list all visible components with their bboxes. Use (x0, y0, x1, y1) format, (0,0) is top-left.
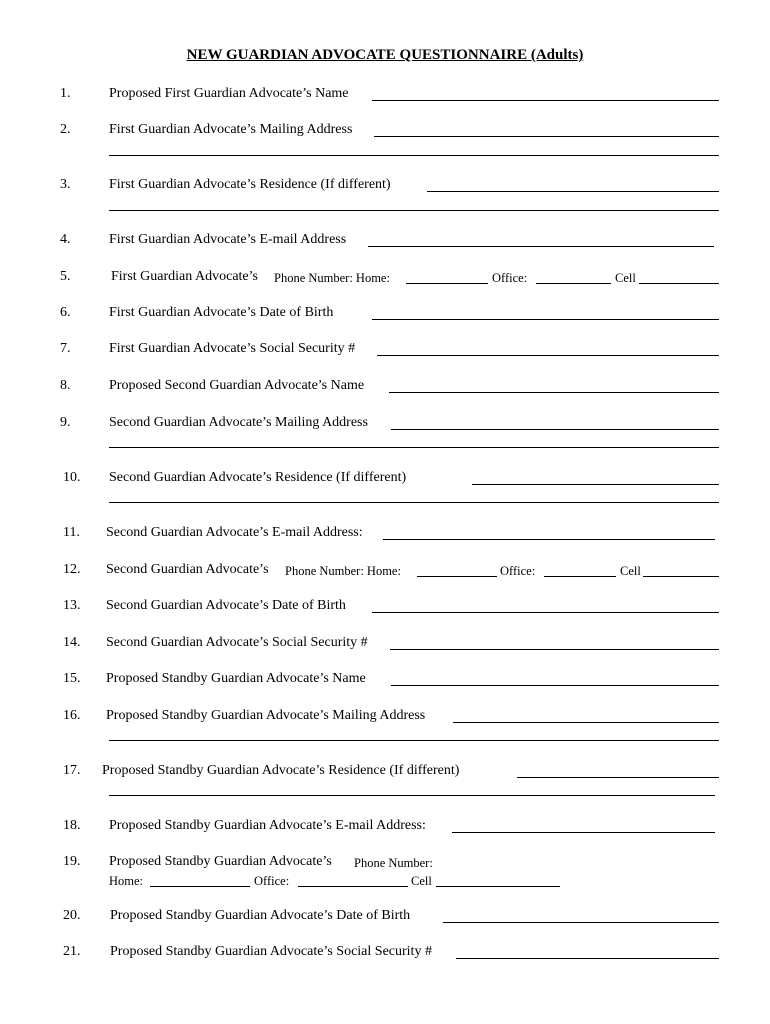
standby-advocate-email-field[interactable] (452, 832, 715, 833)
item-4-label: First Guardian Advocate’s E-mail Address (109, 232, 347, 247)
item-19-cell-label: Cell (411, 874, 432, 888)
item-12-cell-label: Cell (620, 564, 641, 578)
first-advocate-email-field[interactable] (368, 246, 714, 247)
item-2-label: First Guardian Advocate’s Mailing Address (109, 122, 353, 137)
item-21-label: Proposed Standby Guardian Advocate’s Social Security # (110, 944, 432, 959)
item-3-number: 3. (60, 177, 71, 192)
second-advocate-ssn-field[interactable] (390, 649, 719, 650)
item-5-number: 5. (60, 269, 71, 284)
standby-advocate-dob-field[interactable] (443, 922, 719, 923)
item-5-label: First Guardian Advocate’s (111, 269, 258, 284)
standby-advocate-residence-field-line2[interactable] (109, 795, 715, 796)
item-5-phone-label: Phone Number: Home: (274, 271, 390, 285)
second-advocate-residence-field-line2[interactable] (109, 502, 719, 503)
item-5-office-label: Office: (492, 271, 528, 285)
second-advocate-name-field[interactable] (389, 392, 719, 393)
standby-advocate-ssn-field[interactable] (456, 958, 719, 959)
item-11-label: Second Guardian Advocate’s E-mail Address: (106, 525, 363, 540)
item-1-number: 1. (60, 86, 71, 101)
first-advocate-address-field[interactable] (374, 136, 719, 137)
item-20-label: Proposed Standby Guardian Advocate’s Date of Birth (110, 908, 411, 923)
first-advocate-address-field-line2[interactable] (109, 155, 719, 156)
item-18-label: Proposed Standby Guardian Advocate’s E-mail Address: (109, 818, 426, 833)
item-17-number: 17. (63, 763, 81, 778)
item-19-home-label: Home: (109, 874, 144, 888)
item-8-number: 8. (60, 378, 71, 393)
item-8-label: Proposed Second Guardian Advocate’s Name (109, 378, 365, 393)
standby-advocate-cell-phone-field[interactable] (436, 886, 560, 887)
item-6-number: 6. (60, 305, 71, 320)
first-advocate-cell-phone-field[interactable] (639, 283, 719, 284)
second-advocate-address-field[interactable] (391, 429, 719, 430)
item-5-cell-label: Cell (615, 271, 636, 285)
item-7-label: First Guardian Advocate’s Social Security # (109, 341, 356, 356)
item-19-phone-label: Phone Number: (354, 856, 433, 870)
item-3-label: First Guardian Advocate’s Residence (If different) (109, 177, 391, 192)
second-advocate-cell-phone-field[interactable] (643, 576, 719, 577)
item-21-number: 21. (63, 944, 81, 959)
item-16-number: 16. (63, 708, 81, 723)
item-16-label: Proposed Standby Guardian Advocate’s Mailing Address (106, 708, 426, 723)
item-15-label: Proposed Standby Guardian Advocate’s Name (106, 671, 366, 686)
second-advocate-email-field[interactable] (383, 539, 715, 540)
second-advocate-address-field-line2[interactable] (109, 447, 719, 448)
item-1-label: Proposed First Guardian Advocate’s Name (109, 86, 349, 101)
item-12-office-label: Office: (500, 564, 536, 578)
first-advocate-dob-field[interactable] (372, 319, 719, 320)
item-7-number: 7. (60, 341, 71, 356)
item-12-number: 12. (63, 562, 81, 577)
item-15-number: 15. (63, 671, 81, 686)
item-11-number: 11. (63, 525, 80, 540)
standby-advocate-home-phone-field[interactable] (150, 886, 250, 887)
standby-advocate-address-field[interactable] (453, 722, 719, 723)
first-advocate-name-field[interactable] (372, 100, 719, 101)
second-advocate-office-phone-field[interactable] (544, 576, 616, 577)
item-20-number: 20. (63, 908, 81, 923)
second-advocate-home-phone-field[interactable] (417, 576, 497, 577)
item-4-number: 4. (60, 232, 71, 247)
item-10-number: 10. (63, 470, 81, 485)
item-19-number: 19. (63, 854, 81, 869)
item-19-office-label: Office: (254, 874, 290, 888)
standby-advocate-address-field-line2[interactable] (109, 740, 719, 741)
item-13-number: 13. (63, 598, 81, 613)
item-13-label: Second Guardian Advocate’s Date of Birth (106, 598, 346, 613)
standby-advocate-name-field[interactable] (391, 685, 719, 686)
second-advocate-residence-field[interactable] (472, 484, 719, 485)
first-advocate-residence-field-line2[interactable] (109, 210, 719, 211)
first-advocate-residence-field[interactable] (427, 191, 719, 192)
first-advocate-home-phone-field[interactable] (406, 283, 488, 284)
item-12-label: Second Guardian Advocate’s (106, 562, 269, 577)
item-12-phone-label: Phone Number: Home: (285, 564, 401, 578)
standby-advocate-residence-field[interactable] (517, 777, 719, 778)
second-advocate-dob-field[interactable] (372, 612, 719, 613)
item-10-label: Second Guardian Advocate’s Residence (If different) (109, 470, 407, 485)
first-advocate-ssn-field[interactable] (377, 355, 719, 356)
item-6-label: First Guardian Advocate’s Date of Birth (109, 305, 334, 320)
item-14-number: 14. (63, 635, 81, 650)
item-19-label: Proposed Standby Guardian Advocate’s (109, 854, 332, 869)
item-2-number: 2. (60, 122, 71, 137)
standby-advocate-office-phone-field[interactable] (298, 886, 408, 887)
item-9-label: Second Guardian Advocate’s Mailing Address (109, 415, 368, 430)
page-title: NEW GUARDIAN ADVOCATE QUESTIONNAIRE (Adults) (186, 47, 584, 63)
item-18-number: 18. (63, 818, 81, 833)
item-14-label: Second Guardian Advocate’s Social Security # (106, 635, 368, 650)
item-9-number: 9. (60, 415, 71, 430)
item-17-label: Proposed Standby Guardian Advocate’s Residence (If different) (102, 763, 460, 778)
first-advocate-office-phone-field[interactable] (536, 283, 611, 284)
